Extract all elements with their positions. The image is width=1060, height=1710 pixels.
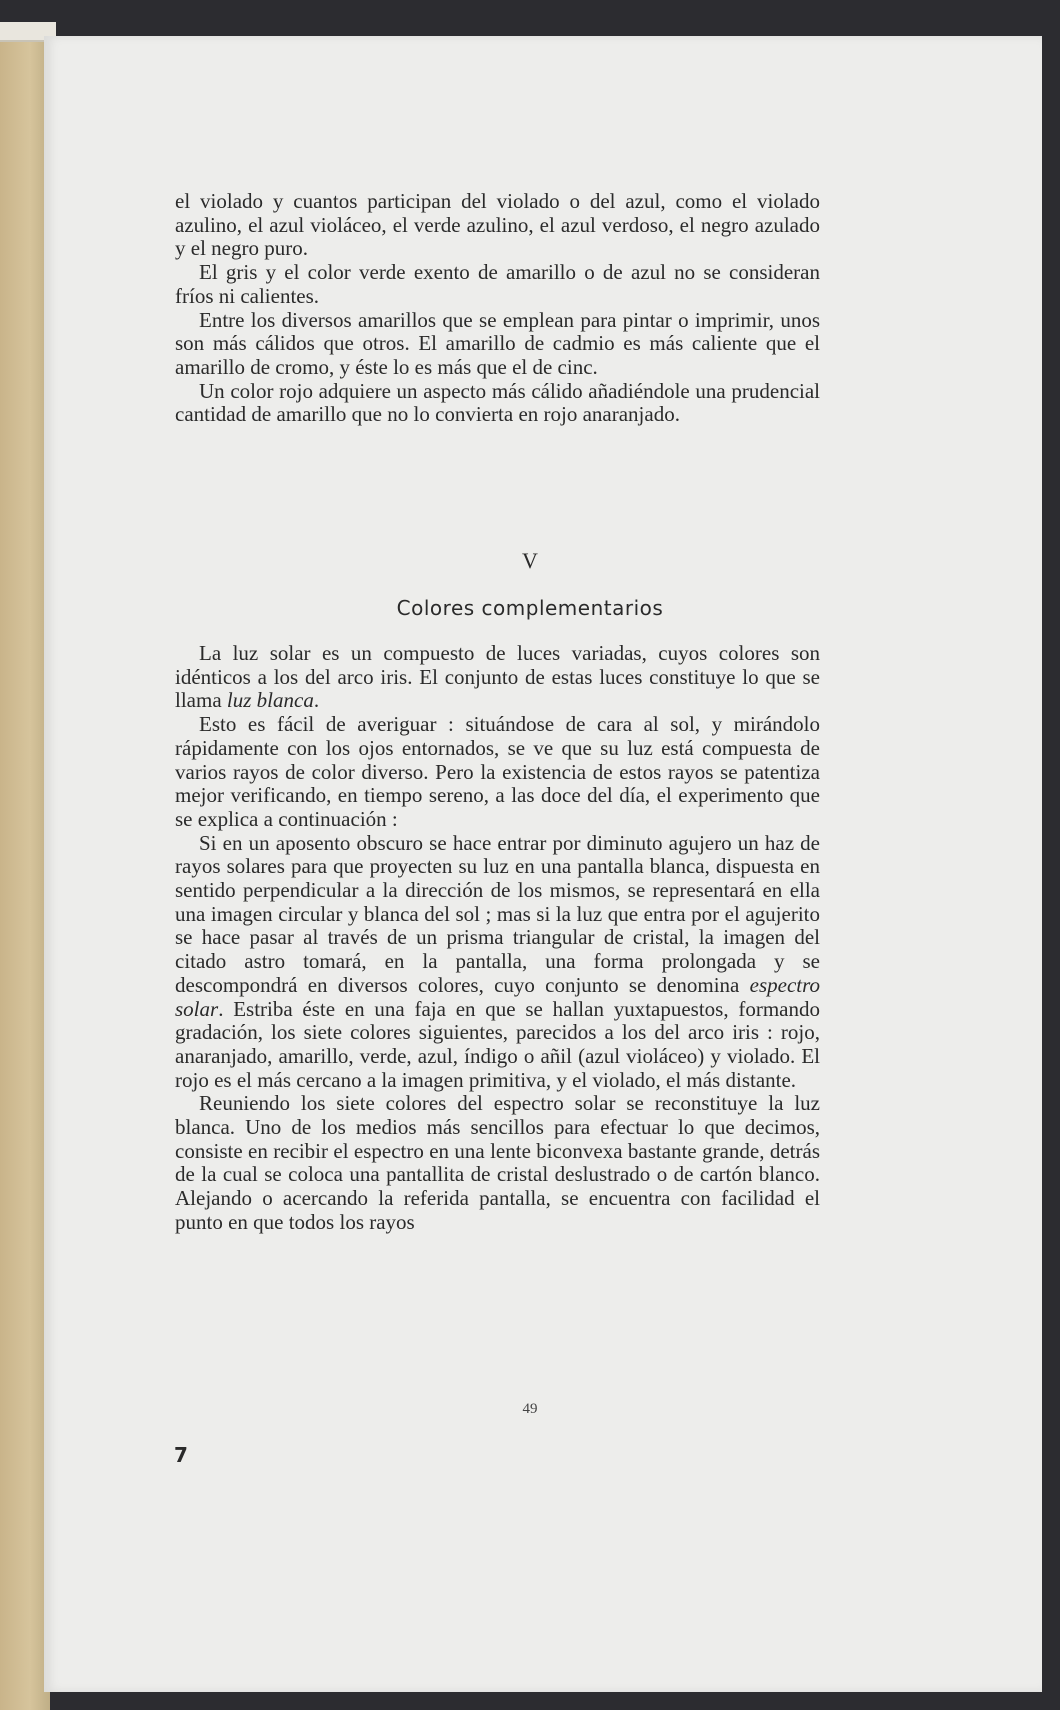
top-text-block [175,190,820,427]
paragraph: Reuniendo los siete colores del espectro solar se reconstituye la luz blanca. Uno de los medios más sencillos para efectuar lo que decimos, consiste en recibir el espectro en una lente biconvexa bastante grande, detrás de la cual se coloca una pantallita de cristal deslustrado o de cartón blanco. Alejando o acercando la referida pantalla, se encuentra con facilidad el punto en que todos los rayos [175,1091,820,1234]
signature-mark: 7 [174,1443,188,1467]
paragraph [175,642,820,713]
paragraph: el violado y cuantos participan del violado o del azul, como el violado azulino, el azul violáceo, el verde azulino, el azul verdoso, el negro azulado y el negro puro. [175,189,820,261]
paragraph [175,832,820,1093]
paragraph: Entre los diversos amarillos que se emplean para pintar o imprimir, unos son más cálidos que otros. El amarillo de cadmio es más caliente que el amarillo de cromo, y éste lo es más que el de cinc. [175,307,820,379]
page-number: 49 [522,1401,538,1417]
text-run: . [313,688,320,713]
italic-term: espectro solar [175,972,820,1021]
paragraph: Un color rojo adquiere un aspecto más cálido añadiéndole una prudencial cantidad de amarillo que no lo convierta en rojo anaranjado. [175,378,820,427]
section-title: Colores complementarios [396,596,664,620]
paragraph: El gris y el color verde exento de amarillo o de azul no se consideran fríos ni calientes. [175,260,820,308]
paragraph: Esto es fácil de averiguar : situándose de cara al sol, y mirándolo rápidamente con los ojos entornados, se ve que su luz está compuesta de varios rayos de color diverso. Pero la existencia de estos rayos se patentiza mejor verificando, en tiempo sereno, a las doce del día, el experimento que se explica a continuación : [175,712,820,831]
section-number: V [522,548,538,573]
text-run: . Estriba éste en una faja en que se hallan yuxtapuestos, formando gradación, los siete colores siguientes, parecidos a los del arco iris : rojo, anaranjado, amarillo, verde, azul, índigo o añil (azul violáceo) y violado. El rojo es el más cercano a la imagen primitiva, y el violado, el más distante. [175,996,820,1092]
italic-term: luz blanca [226,688,314,713]
text-run: La luz solar es un compuesto de luces variadas, cuyos colores son idénticos a los del arco iris. El conjunto de estas luces constituye lo que se llama [175,641,820,713]
book-spine-edge [0,30,50,1710]
text-run: Si en un aposento obscuro se hace entrar por diminuto agujero un haz de rayos solares para que proyecten su luz en una pantalla blanca, dispuesta en sentido perpendicular a la dirección de los mismos, se representará en ella una imagen circular y blanca del sol ; mas si la luz que entra por el agujerito se hace pasar al través de un prisma triangular de cristal, la imagen del citado astro tomará, en la pantalla, una forma prolongada y se descompondrá en diversos colores, cuyo conjunto se denomina [175,830,820,997]
main-text-block [175,642,820,1235]
